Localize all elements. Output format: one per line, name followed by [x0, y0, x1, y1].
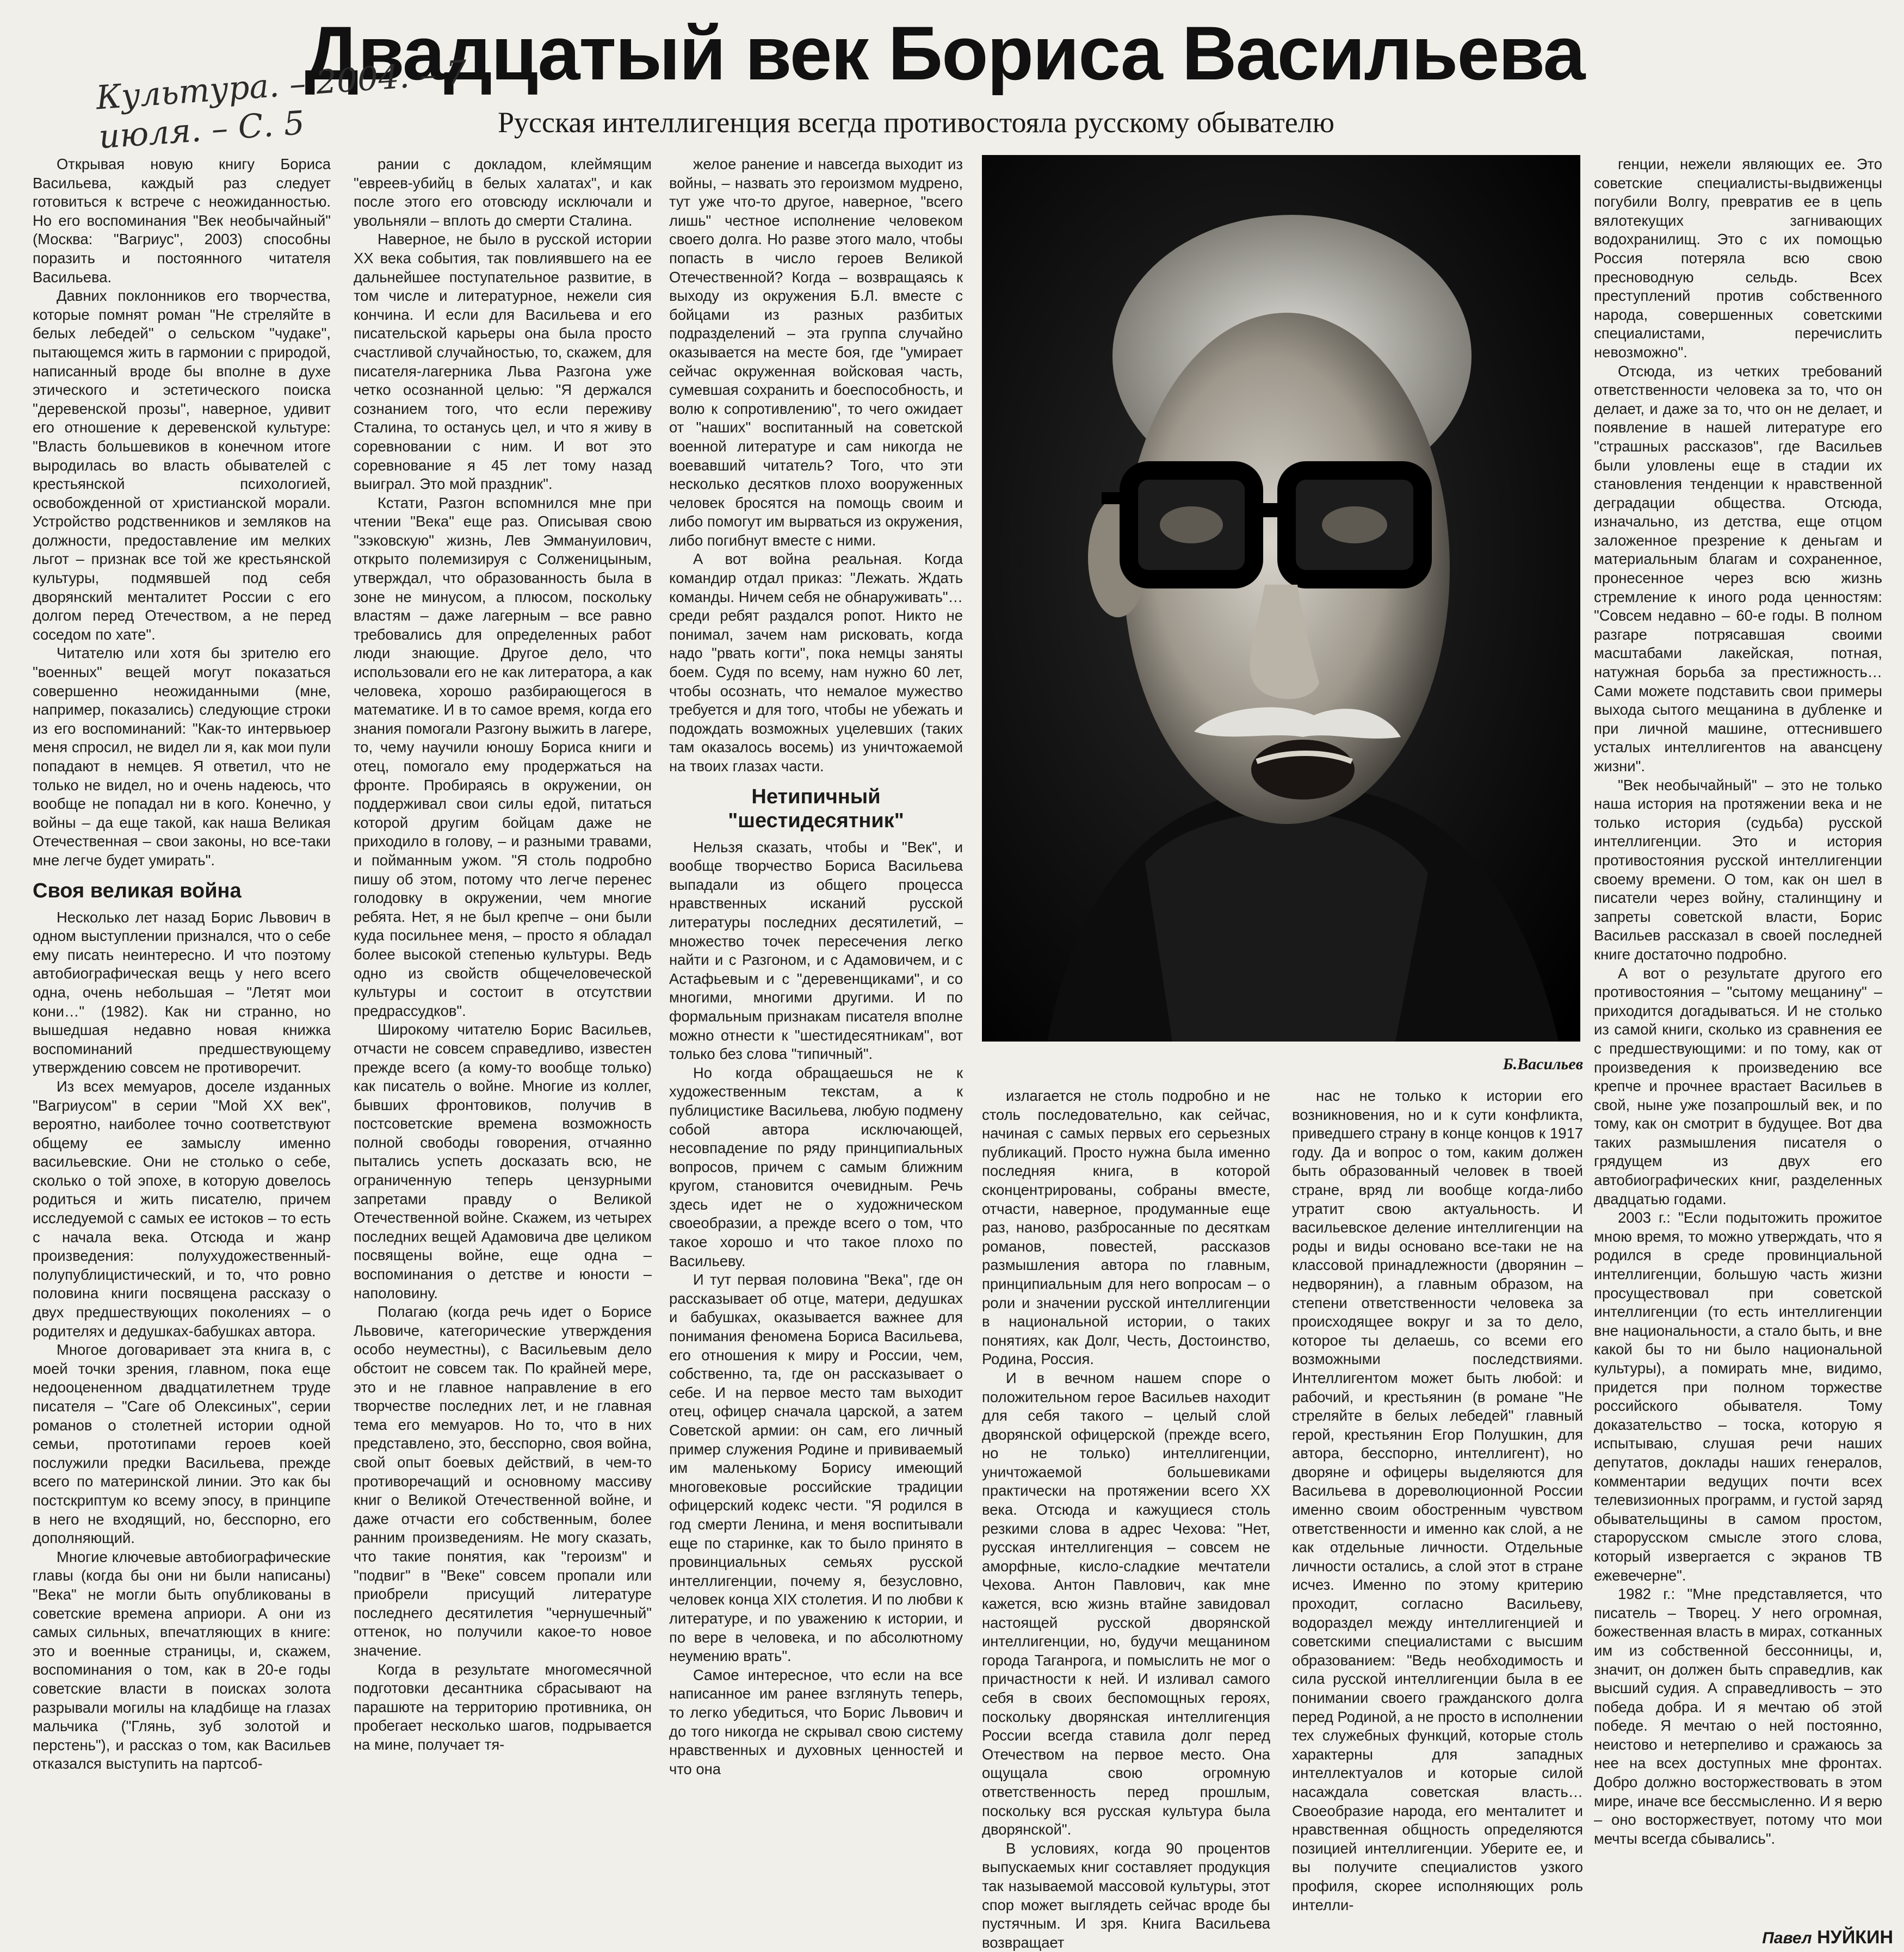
paragraph: Самое интересное, что если на все написанное им ранее взглянуть теперь, то легко убедиться, что Борис Львович и до того никогда не скрывал свою систему нравственных и духовных ценностей и что она — [669, 1666, 963, 1777]
article-column-2 — [354, 155, 652, 1917]
paragraph: 2003 г.: "Если подытожить прожитое мною время, то можно утверждать, что я родился в среде провинциальной интеллигенции, большую часть жизни просуществовал при советской интеллигенции (то есть интеллигенции вне национальности, а стало быть, и вне какой бы то ни было национальной культуры), а помирать мне, видимо, придется при полном торжестве российского обывателя. Тому доказательство – тоска, которую я испытываю, слушая речи наших депутатов, доклады наших генералов, комментарии ведущих почти всех телевизионных программ, и густой заряд обывательщины в самом простом, старорусском смысле этого слова, который извергается с экранов ТВ ежевечерне". — [1594, 1209, 1882, 1584]
paragraph: И тут первая половина "Века", где он рассказывает об отце, матери, дедушках и бабушках, оказывается важнее для понимания феномена Бориса Васильева, его отношения к миру и России, чем, собственно, та, где он рассказывает о себе. И на первое место там выходит отец, офицер сначала царской, а затем Советской армии: он сам, его личный пример служения Родине и прививаемый им маленькому Борису имеющий многовековые российские традиции офицерский кодекс чести. "Я родился в год смерти Ленина, и меня воспитывали еще по старинке, как то было принято в провинциальных семьях русской интеллигенции, почему я, безусловно, человек конца XIX столетия. И по любви к литературе, и по уважению к истории, и по вере в человека, и по абсолютному неумению врать". — [669, 1271, 963, 1665]
paragraph: Отсюда, из четких требований ответственности человека за то, что он делает, и даже за то, что он не делает, и появление в нашей литературе его "страшных рассказов", где Васильев были уловлены еще в стадии их становления тенденции к нравственной деградации общества. Отсюда, изначально, из детства, еще отцом заложенное презрение к деньгам и материальным благам и сохраненное, пронесенное через всю жизнь стремление к иного рода ценностям: "Совсем недавно – 60-е годы. В полном разгаре потрясавшая своими масштабами лакейская, потная, натужная борьба за престижность… Сами можете подставить свои примеры выхода сытого мещанина в дубленке и при личной машине, оттеснившего усталых интеллигентов на авансцену жизни". — [1594, 362, 1882, 774]
article-column-5 — [1292, 1087, 1583, 1930]
paragraph: рании с докладом, клеймящим "евреев-убийц в белых халатах", и как после этого его отовсюду исключали и увольняли – вплоть до смерти Сталина. — [354, 156, 652, 229]
section-heading: Нетипичный "шестидесятник" — [728, 785, 904, 832]
paragraph: Но когда обращаешься не к художественным текстам, а к публицистике Васильева, любую подмену собой автора исключающей, несовпадение по ряду принципиальных вопросов, причем с самым ближним кругом, становится очевидным. Речь здесь идет не о художническом своеобразии, а прежде всего о том, что такое хорошо и что такое плохо по Васильеву. — [669, 1064, 963, 1269]
handwritten-source-note: Культура. – 2004. – 7 июля. – С. 5 — [95, 53, 468, 157]
paragraph: Из всех мемуаров, доселе изданных "Вагриусом" в серии "Мой ХХ век", вероятно, наиболее точно соответствуют общему ее замыслу именно васильевские. Они не столько о себе, сколько о той эпохе, в которую довелось родиться и жить писателю, причем исследуемой с самых ее истоков – то есть с начала века. Отсюда и жанр произведения: полухудожественный-полупублицистический, и то, что ровно половина книги посвящена рассказу о двух предшествующих поколениях – о родителях и дедушках-бабушках автора. — [33, 1077, 331, 1340]
portrait-illustration — [982, 155, 1580, 1042]
paragraph: Читателю или хотя бы зрителю его "военных" вещей могут показаться совершенно неожиданными (мне, например, показались) следующие строки из его воспоминаний: "Как-то интервьюер меня спросил, не видел ли я, как мои пули попадают в немцев. Я ответил, что не только не видел, но и очень надеюсь, что вообще не попадал ни в кого. Конечно, у войны – да еще такой, как наша Великая Отечественная – свои законы, но все-таки мне легче будет умирать". — [33, 645, 331, 869]
section-heading: Своя великая война — [33, 879, 242, 902]
paragraph: А вот война реальная. Когда командир отдал приказ: "Лежать. Ждать команды. Ничем себя не обнаруживать"… среди ребят раздался ропот. Никто не понимал, зачем нам рисковать, когда надо "рвать когти", пока немцы заняты боем. Судя по всему, нам нужно 60 лет, чтобы осознать, что немалое мужество требуется и для того, чтобы не убежать и подождать возможных уцелевших (таких там оказалось восемь) из уничтожаемой на твоих глазах части. — [669, 550, 963, 774]
article-column-4 — [982, 1087, 1270, 1951]
author-byline — [1714, 1925, 1893, 1949]
paragraph: Несколько лет назад Борис Львович в одном выступлении признался, что о себе ему писать неинтересно. И что поэтому автобиографическая вещь у него всего одна, очень небольшая – "Летят мои кони…" (1982). Как ни странно, но вышедшая недавно новая книжка воспоминаний предшествующему утверждению совсем не противоречит. — [33, 908, 331, 1076]
paragraph: И в вечном нашем споре о положительном герое Васильев находит для себя такого – целый слой дворянской офицерской (прежде всего, но не только) интеллигенции, уничтожаемой большевиками практически на протяжении всего ХХ века. Отсюда и кажущиеся столь резкими слова в адрес Чехова: "Нет, русская интеллигенция – совсем не аморфные, кисло-сладкие мечтатели Чехова. Антон Павлович, как мне кажется, всю жизнь втайне завидовал настоящей русской дворянской интеллигенции, но, будучи мещанином города Таганрога, и помыслить не мог о причастности к ней. И изливал самого себя в своих беспомощных героях, поскольку дворянская интеллигенция России всегда ставила долг перед Отечеством на первое место. Она ощущала свою огромную ответственность перед прошлым, поскольку вся русская культура была дворянской". — [982, 1369, 1270, 1838]
paragraph: Когда в результате многомесячной подготовки десантника сбрасывают на парашюте на территорию противника, он пробегает несколько шагов, подрывается на мине, получает тя- — [354, 1660, 652, 1753]
article-column-3 — [669, 155, 963, 1917]
paragraph: 1982 г.: "Мне представляется, что писатель – Творец. У него огромная, божественная власть в мирах, сотканных им из собственной бессонницы, и, значит, он должен быть справедлив, как высший судия. А справедливость – это победа добра. И я мечтаю об этой победе. Я мечтаю о ней постоянно, неистово и нетерпеливо и сражаюсь за нее на всех доступных мне фронтах. Добро должно восторжествовать в этом мире, иначе все бессмысленно. И я верю – оно восторжествует, потому что мои мечты всегда сбывались". — [1594, 1585, 1882, 1847]
headline: Двадцатый век Бориса Васильева — [305, 10, 1585, 96]
paragraph: Многие ключевые автобиографические главы (когда бы они ни были написаны) "Века" не могли быть опубликованы в советские времена априори. А они из самых сильных, впечатляющих в книге: это и военные страницы, и, скажем, воспоминания о том, как в 20-е годы советские власти в поисках золота разрывали могилы на кладбище на глазах мальчика ("Глянь, зуб золотой и перстень"), и рассказ о том, как Васильев отказался выступить на партсоб- — [33, 1548, 331, 1773]
paragraph: Кстати, Разгон вспомнился мне при чтении "Века" еще раз. Описывая свою "зэковскую" жизнь, Лев Эммануилович, открыто полемизируя с Солженицыным, утверждал, что образованность была в зоне не минусом, а плюсом, поскольку властям – даже лагерным – все равно требовались для определенных работ люди знающие. Другое дело, что использовали его не как литератора, а как человека, хорошо разбирающегося в математике. И в то самое время, когда его знания помогали Разгону выжить в лагере, то, чему научили юношу Бориса книги и отец, помогало ему продержаться на фронте. Пробираясь в окружении, он поддерживал свои силы едой, питаться которой другим бойцам даже не приходило в голову, – и разными травами, и пойманным ужом. "Я столь подробно пишу об этом, потому что легче перенес голодовку в окружении, чем многие ребята. Нет, я не был крепче – они были куда посильнее меня, – просто я обладал более высокой степенью культуры. Ведь одно из свойств общечеловеческой культуры и состоит в отсутствии предрассудков". — [354, 494, 652, 1019]
author-last-name: НУЙКИН — [1817, 1927, 1893, 1948]
paragraph: Наверное, не было в русской истории ХХ века события, так повлиявшего на ее дальнейшее поступательное развитие, в том числе и литературное, нежели сия кончина. И если для Васильева и его писательской карьеры она была просто счастливой случайностью, то, скажем, для писателя-лагерника Льва Разгона уже четко осознанной целью: "Я держался сознанием того, что если переживу Сталина, то останусь цел, и что я живу в соревновании с ним. И вот это соревнование я 45 лет тому назад выиграл. Это мой праздник". — [354, 231, 652, 493]
paragraph: генции, нежели являющих ее. Это советские специалисты-выдвиженцы погубили Волгу, превратив ее в цепь вялотекущих загнивающих водохранилищ. Это с их помощью Россия потеряла всю свою пресноводную сельдь. Всех преступлений против собственного народа, совершенных советскими специалистами, перечислить невозможно". — [1594, 156, 1882, 361]
paragraph: В условиях, когда 90 процентов выпускаемых книг составляет продукция так называемой массовой культуры, этот спор может выглядеть сейчас вроде бы пустячным. И зря. Книга Васильева возвращает — [982, 1839, 1270, 1951]
paragraph: желое ранение и навсегда выходит из войны, – назвать это героизмом мудрено, тут уже что-то другое, наверное, "всего лишь" честное исполнение человеком своего долга. Но разве этого мало, чтобы попасть в число героев Великой Отечественной? Когда – возвращаясь к выходу из окружения Б.Л. вместе с бойцами из разных разбитых подразделений – эта группа случайно оказывается на месте боя, где "умирает сейчас окруженная войсковая часть, сумевшая сохранить и боеспособность, и волю к сопротивлению", то чего ожидает от "наших" воспитанный на советской военной литературе и сам никогда не воевавший читатель? Того, что эти несколько десятков плохо вооруженных человек бросятся на помощь своим и либо помогут им вырваться из окружения, либо погибнут вместе с ними. — [669, 156, 963, 549]
paragraph: Нельзя сказать, чтобы и "Век", и вообще творчество Бориса Васильева выпадали из общего процесса нравственных исканий русской литературы последних десятилетий, – множество точек пересечения легко найти и с Разгоном, и с Адамовичем, и с Астафьевым и с "деревенщиками", и со многими, многими другими. И по формальным признакам писателя вполне можно отнести к "шестидесятникам", вот только без слова "типичный". — [669, 838, 963, 1063]
paragraph: нас не только к истории его возникновения, но и к сути конфликта, приведшего страну в конце концов к 1917 году. Да и вопрос о том, каким должен быть образованный человек в твоей стране, вряд ли вообще когда-либо утратит свою актуальность. И васильевское деление интеллигенции на роды и виды основано все-таки не на классовой принадлежности (дворянин – недворянин), а главным образом, на степени ответственности человека за происходящее вокруг и за то дело, которое ты делаешь, со всеми его возможными последствиями. Интеллигентом может быть любой: и рабочий, и крестьянин (в романе "Не стреляйте в белых лебедей" главный герой, крестьянин Егор Полушкин, для автора, бесспорно, интеллигент), но дворяне и офицеры выделяются для Васильева в дореволюционной России именно своим обостренным чувством ответственности и именно как слой, а не как отдельные личности. Отдельные личности остались, а слой этот в стране исчез. Именно по этому критерию проходит, согласно Васильеву, водораздел между интеллигенцией и советскими специалистами с высшим образованием: "Ведь необходимость и сила русской интеллигенции была в ее понимании своего гражданского долга перед Родиной, а не просто в исполнении тех служебных функций, которые столь характерны для западных интеллектуалов и которые силой насаждала советская власть… Своеобразие народа, его менталитет и нравственная общность определяются позицией интеллигенции. Уберите ее, и вы получите специалистов узкого профиля, скорее исполняющих роль интелли- — [1292, 1087, 1583, 1913]
subheadline: Русская интеллигенция всегда противостояла русскому обывателю — [498, 106, 1335, 139]
paragraph: излагается не столь подробно и не столь последовательно, как сейчас, начиная с самых первых его серьезных публикаций. Просто нужна была именно последняя книга, в которой сконцентрированы, собраны вместе, отчасти, наверное, продуманные еще раз, наново, разбросанные по десяткам романов, повестей, рассказов размышления автора по главным, принципиальным для него вопросам – о роли и значении русской интеллигенции в национальной истории, о таких понятиях, как Долг, Честь, Достоинство, Родина, Россия. — [982, 1087, 1270, 1368]
article-column-6 — [1594, 155, 1882, 1928]
author-portrait-photo — [982, 155, 1580, 1042]
paragraph: "Век необычайный" – это не только наша история на протяжении века и не только история (судьба) русской интеллигенции. Это и история противостояния русской интеллигенции своему времени. О том, как он шел в писатели через войну, сталинщину и запреты советской власти, Борис Васильев рассказал в своей последней книге достаточно подробно. — [1594, 776, 1882, 963]
paragraph: Многое договаривает эта книга в, с моей точки зрения, главном, пока еще недооцененном двадцатилетнем труде писателя – "Саге об Олексиных", серии романов о столетней истории одной семьи, прототипами героев коей послужили предки Васильева, прежде всего по материнской линии. Это как бы постскриптум ко всему эпосу, в принципе в него не входящий, но, бесспорно, его дополняющий. — [33, 1341, 331, 1547]
paragraph: А вот о результате другого его противостояния – "сытому мещанину" – приходится догадываться. И не столько из самой книги, сколько из сравнения ее с предшествующими: и по тому, как от произведения к произведению все крепче и прочнее врастает Васильев в свой, ныне уже позапрошлый век, и по тому, как он смотрит в будущее. Вот два таких размышления писателя о грядущем из двух его автобиографических книг, разделенных двадцатью годами. — [1594, 964, 1882, 1207]
paragraph: Широкому читателю Борис Васильев, отчасти не совсем справедливо, известен прежде всего (а кому-то вообще только) как писатель о войне. Многие из коллег, бывших фронтовиков, получив в постсоветские времена возможность полной свободы говорения, отчаянно пытались успеть досказать всю, не ограниченную теперь цензурными запретами правду о Великой Отечественной войне. Скажем, из четырех последних вещей Адамовича две целиком посвящены войне, еще одна – воспоминания о детстве и юности – наполовину. — [354, 1021, 652, 1302]
author-first-name: Павел — [1762, 1929, 1812, 1947]
article-column-1 — [33, 155, 331, 1901]
paragraph: Открывая новую книгу Бориса Васильева, каждый раз следует готовиться к встрече с неожиданностью. Но его воспоминания "Век необычайный" (Москва: "Вагриус", 2003) способны поразить и постоянного читателя Васильева. — [33, 156, 331, 286]
paragraph: Давних поклонников его творчества, которые помнят роман "Не стреляйте в белых лебедей" о сельском "чудаке", пытающемся жить в гармонии с природой, написанный вроде бы вполне в духе этического и эстетического поиска "деревенской прозы", наверное, удивит его отношение к деревенской культуре: "Власть большевиков в конечном итоге выродилась во власть обывателей с крестьянской психологией, освобожденной от христианской морали. Устройство родственников и земляков на должности, предоставление им мелких льгот – признак все той же крестьянской культуры, подмявшей под себя дворянский менталитет России с его долгом перед Отечеством, а не перед соседом по хате". — [33, 287, 331, 643]
paragraph: Полагаю (когда речь идет о Борисе Львовиче, категорические утверждения особо неуместны), с Васильевым дело обстоит не совсем так. По крайней мере, это и не главное направление в его творчестве последних лет, и не главная тема его мемуаров. Но то, что в них представлено, это, бесспорно, своя война, свой опыт боевых действий, в чем-то противоречащий и основному массиву книг о Великой Отечественной войне, и даже отчасти его собственным, более ранним произведениям. Не могу сказать, что такие понятия, как "героизм" и "подвиг" в "Веке" совсем пропали или приобрели присущий литературе последнего десятилетия "чернушечный" оттенок, но получили какое-то новое значение. — [354, 1303, 652, 1659]
photo-caption: Б.Васильев — [1503, 1055, 1583, 1073]
